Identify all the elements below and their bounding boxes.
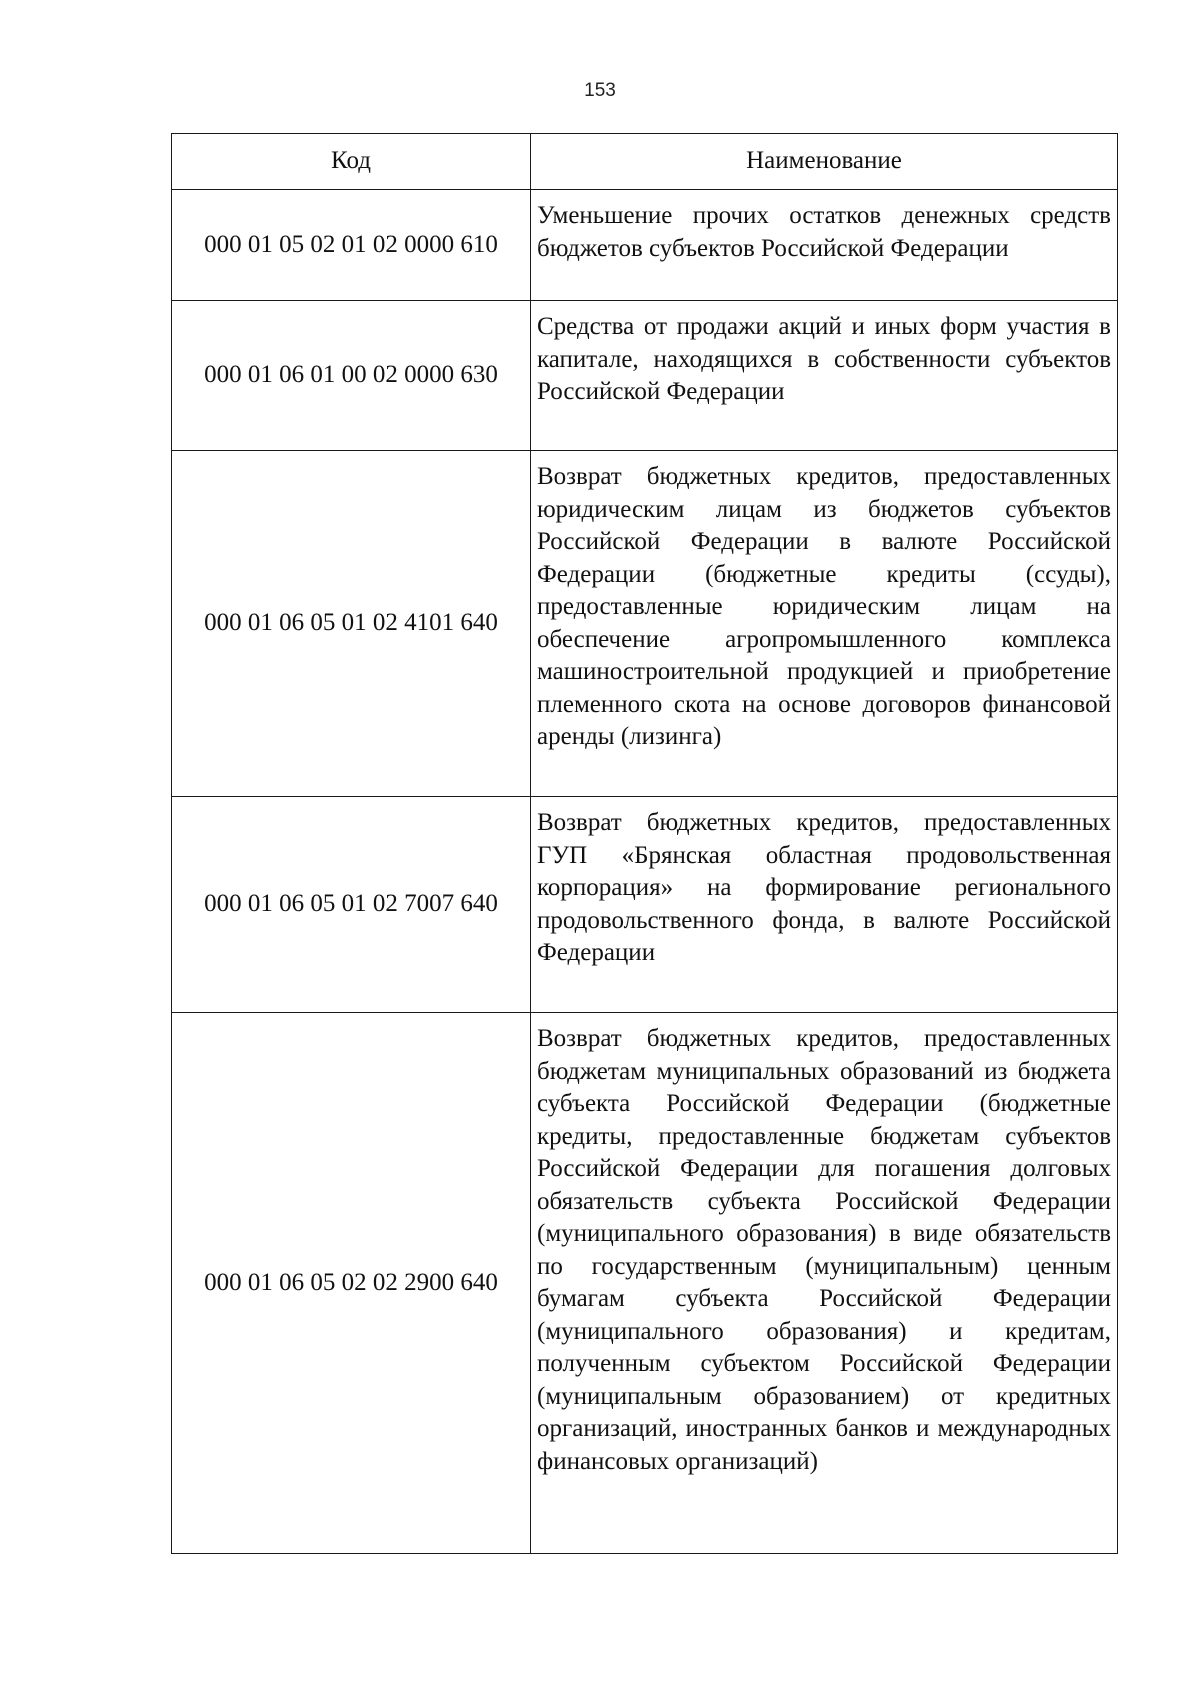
table-row <box>172 301 1118 451</box>
header-code: Код <box>172 134 531 190</box>
row-code: 000 01 06 05 01 02 4101 640 <box>172 451 531 797</box>
row-code: 000 01 05 02 01 02 0000 610 <box>172 190 531 301</box>
table-row <box>172 190 1118 301</box>
table-row <box>172 1013 1118 1554</box>
row-code: 000 01 06 05 02 02 2900 640 <box>172 1013 531 1554</box>
header-name: Наименование <box>531 134 1118 190</box>
table-row <box>172 797 1118 1013</box>
row-name: Возврат бюджетных кредитов, предоставленных бюджетам муниципальных образований из бюджета субъекта Российской Федерации (бюджетные кредиты, предоставленные бюджетам субъектов Российской Федерации для погашения долговых обязательств субъекта Российской Федерации (муниципального образования) в виде обязательств по государственным (муниципальным) ценным бумагам субъекта Российской Федерации (муниципального образования) и кредитам, полученным субъектом Российской Федерации (муниципальным образованием) от кредитных организаций, иностранных банков и международных финансовых организаций) <box>531 1013 1118 1554</box>
table-row <box>172 451 1118 797</box>
row-code: 000 01 06 05 01 02 7007 640 <box>172 797 531 1013</box>
table-header-row <box>172 134 1118 190</box>
row-name: Средства от продажи акций и иных форм участия в капитале, находящихся в собственности субъектов Российской Федерации <box>531 301 1118 451</box>
page-number: 153 <box>584 80 616 101</box>
row-name: Возврат бюджетных кредитов, предоставленных ГУП «Брянская областная продовольственная корпорация» на формирование регионального продовольственного фонда, в валюте Российской Федерации <box>531 797 1118 1013</box>
budget-codes-table <box>171 133 1118 1554</box>
row-name: Возврат бюджетных кредитов, предоставленных юридическим лицам из бюджетов субъектов Российской Федерации в валюте Российской Федерации (бюджетные кредиты (ссуды), предоставленные юридическим лицам на обеспечение агропромышленного комплекса машиностроительной продукцией и приобретение племенного скота на основе договоров финансовой аренды (лизинга) <box>531 451 1118 797</box>
row-code: 000 01 06 01 00 02 0000 630 <box>172 301 531 451</box>
row-name: Уменьшение прочих остатков денежных средств бюджетов субъектов Российской Федерации <box>531 190 1118 301</box>
